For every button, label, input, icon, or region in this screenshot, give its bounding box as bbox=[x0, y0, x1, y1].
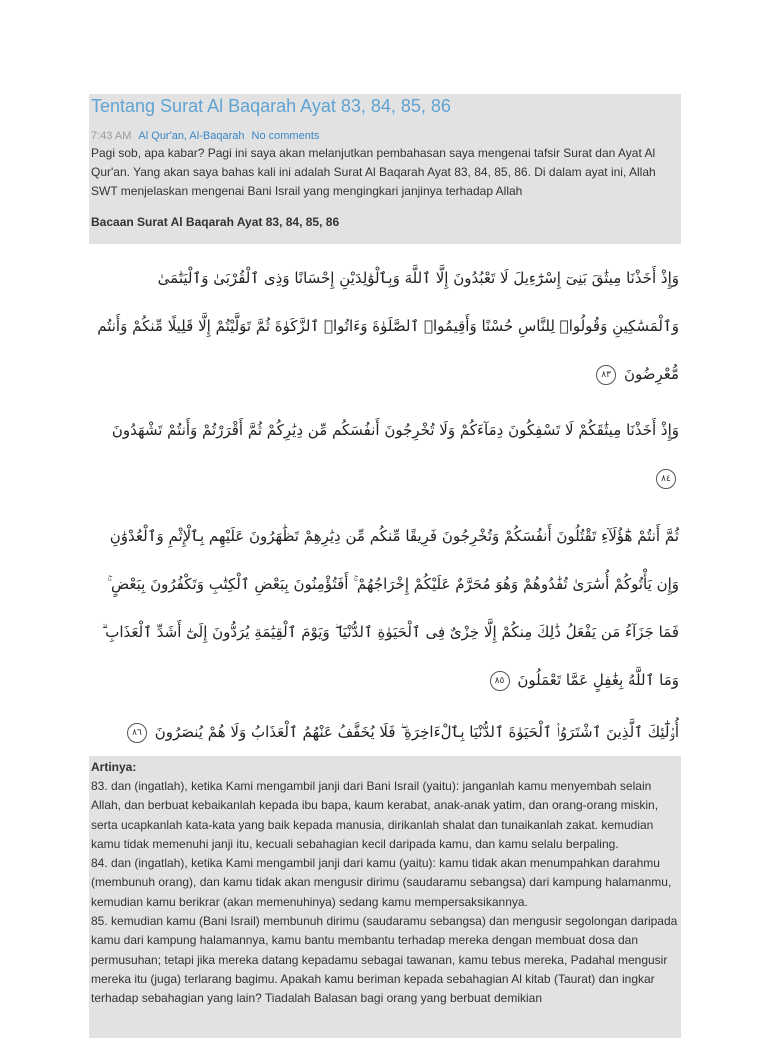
ayah-86-text: أُو۟لَٰٓئِكَ ٱلَّذِينَ ٱشْتَرَوُا۟ ٱلْحَيَوٰةَ ٱلدُّنْيَا بِٱلْءَاخِرَةِ ۖ فَلَا يُخَفَّفُ عَنْهُمُ ٱلْعَذَابُ وَلَا هُمْ يُنصَرُونَ bbox=[154, 723, 679, 741]
ayah-83-text: وَإِذْ أَخَذْنَا مِيثَٰقَ بَنِىٓ إِسْرَٰٓءِيلَ لَا تَعْبُدُونَ إِلَّا ٱللَّهَ وَبِٱلْوَٰلِدَيْنِ إِحْسَانًا وَذِى ٱلْقُرْبَىٰ وَٱلْيَتَٰمَىٰ وَٱلْمَسَٰكِينِ وَقُولُوا۟ لِلنَّاسِ حُسْنًا وَأَقِيمُوا۟ ٱلصَّلَوٰةَ وَءَاتُوا۟ ٱلزَّكَوٰةَ ثُمَّ تَوَلَّيْتُمْ إِلَّا قَلِيلًا مِّنكُمْ وَأَنتُم مُّعْرِضُونَ bbox=[97, 269, 679, 383]
ayah-86 bbox=[91, 708, 679, 756]
ayah-number-icon: ٨٦ bbox=[127, 723, 147, 743]
post-meta bbox=[91, 129, 679, 143]
translation-block bbox=[89, 756, 681, 1038]
ayah-85-text: ثُمَّ أَنتُمْ هَٰٓؤُلَآءِ تَقْتُلُونَ أَنفُسَكُمْ وَتُخْرِجُونَ فَرِيقًا مِّنكُم مِّن دِيَٰرِهِمْ تَظَٰهَرُونَ عَلَيْهِم بِٱلْإِثْمِ وَٱلْعُدْوَٰنِ وَإِن يَأْتُوكُمْ أُسَٰرَىٰ تُفَٰدُوهُمْ وَهُوَ مُحَرَّمٌ عَلَيْكُمْ إِخْرَاجُهُمْ ۚ أَفَتُؤْمِنُونَ بِبَعْضِ ٱلْكِتَٰبِ وَتَكْفُرُونَ بِبَعْضٍ ۚ فَمَا جَزَآءُ مَن يَفْعَلُ ذَٰلِكَ مِنكُمْ إِلَّا خِزْىٌ فِى ٱلْحَيَوٰةِ ٱلدُّنْيَا ۖ وَيَوْمَ ٱلْقِيَٰمَةِ يُرَدُّونَ إِلَىٰٓ أَشَدِّ ٱلْعَذَابِ ۗ وَمَا ٱللَّهُ بِغَٰفِلٍ عَمَّا تَعْمَلُونَ bbox=[101, 527, 679, 689]
post-title[interactable]: Tentang Surat Al Baqarah Ayat 83, 84, 85, 86 bbox=[91, 96, 451, 116]
ayah-number-icon: ٨٥ bbox=[490, 671, 510, 691]
ayah-85 bbox=[91, 512, 679, 704]
bacaan-heading: Bacaan Surat Al Baqarah Ayat 83, 84, 85, 86 bbox=[91, 215, 340, 229]
ayah-84 bbox=[91, 406, 679, 502]
post-intro: Pagi sob, apa kabar? Pagi ini saya akan melanjutkan pembahasan saya mengenai tafsir Surat dan Ayat Al Qur'an. Yang akan saya bahas kali ini adalah Surat Al Baqarah Ayat 83, 84, 85, 86. Di dalam ayat ini, Allah SWT menjelaskan mengenai Bani Israil yang mengingkari janjinya terhadap Allah bbox=[91, 146, 656, 198]
post-header-block bbox=[89, 94, 681, 244]
translation-text: 83. dan (ingatlah), ketika Kami mengambil janji dari Bani Israil (yaitu): janganlah kamu menyembah selain Allah, dan berbuat kebaikanlah kepada ibu bapa, kaum kerabat, anak-anak yatim, dan orang-orang miskin, serta ucapkanlah kata-kata yang baik kepada manusia, dirikanlah shalat dan tunaikanlah zakat. kemudian kamu tidak memenuhi janji itu, kecuali sebahagian kecil daripada kamu, dan kamu selalu berpaling. 84. dan (ingatlah), ketika Kami mengambil janji dari kamu (yaitu): kamu tidak akan menumpahkan darahmu (membunuh orang), dan kamu tidak akan mengusir dirimu (saudaramu sebangsa) dari kampung halamanmu, kemudian kamu berikrar (akan memenuhinya) sedang kamu mempersaksikannya. 85. kemudian kamu (Bani Israil) membunuh dirimu (saudaramu sebangsa) dan mengusir segolongan daripada kamu dari kampung halamannya, kamu bantu membantu terhadap mereka dengan membuat dosa dan permusuhan; tetapi jika mereka datang kepadamu sebagai tawanan, kamu tebus mereka, Padahal mengusir mereka itu (juga) terlarang bagimu. Apakah kamu beriman kepada sebahagian Al kitab (Taurat) dan ingkar terhadap sebahagian yang lain? Tiadalah Balasan bagi orang yang berbuat demikian bbox=[91, 779, 678, 1006]
comments-link[interactable]: No comments bbox=[251, 130, 320, 142]
ayah-number-icon: ٨٤ bbox=[656, 469, 676, 489]
blog-post bbox=[89, 94, 681, 1038]
arabic-verses bbox=[89, 254, 681, 756]
ayah-number-icon: ٨٣ bbox=[596, 365, 616, 385]
post-labels-link[interactable]: Al Qur'an, Al-Baqarah bbox=[138, 130, 245, 142]
ayah-84-text: وَإِذْ أَخَذْنَا مِيثَٰقَكُمْ لَا تَسْفِكُونَ دِمَآءَكُمْ وَلَا تُخْرِجُونَ أَنفُسَكُم مِّن دِيَٰرِكُمْ ثُمَّ أَقْرَرْتُمْ وَأَنتُمْ تَشْهَدُونَ bbox=[111, 421, 679, 439]
post-time: 7:43 AM bbox=[91, 130, 132, 142]
artinya-heading: Artinya: bbox=[91, 760, 137, 774]
ayah-83 bbox=[91, 254, 679, 398]
